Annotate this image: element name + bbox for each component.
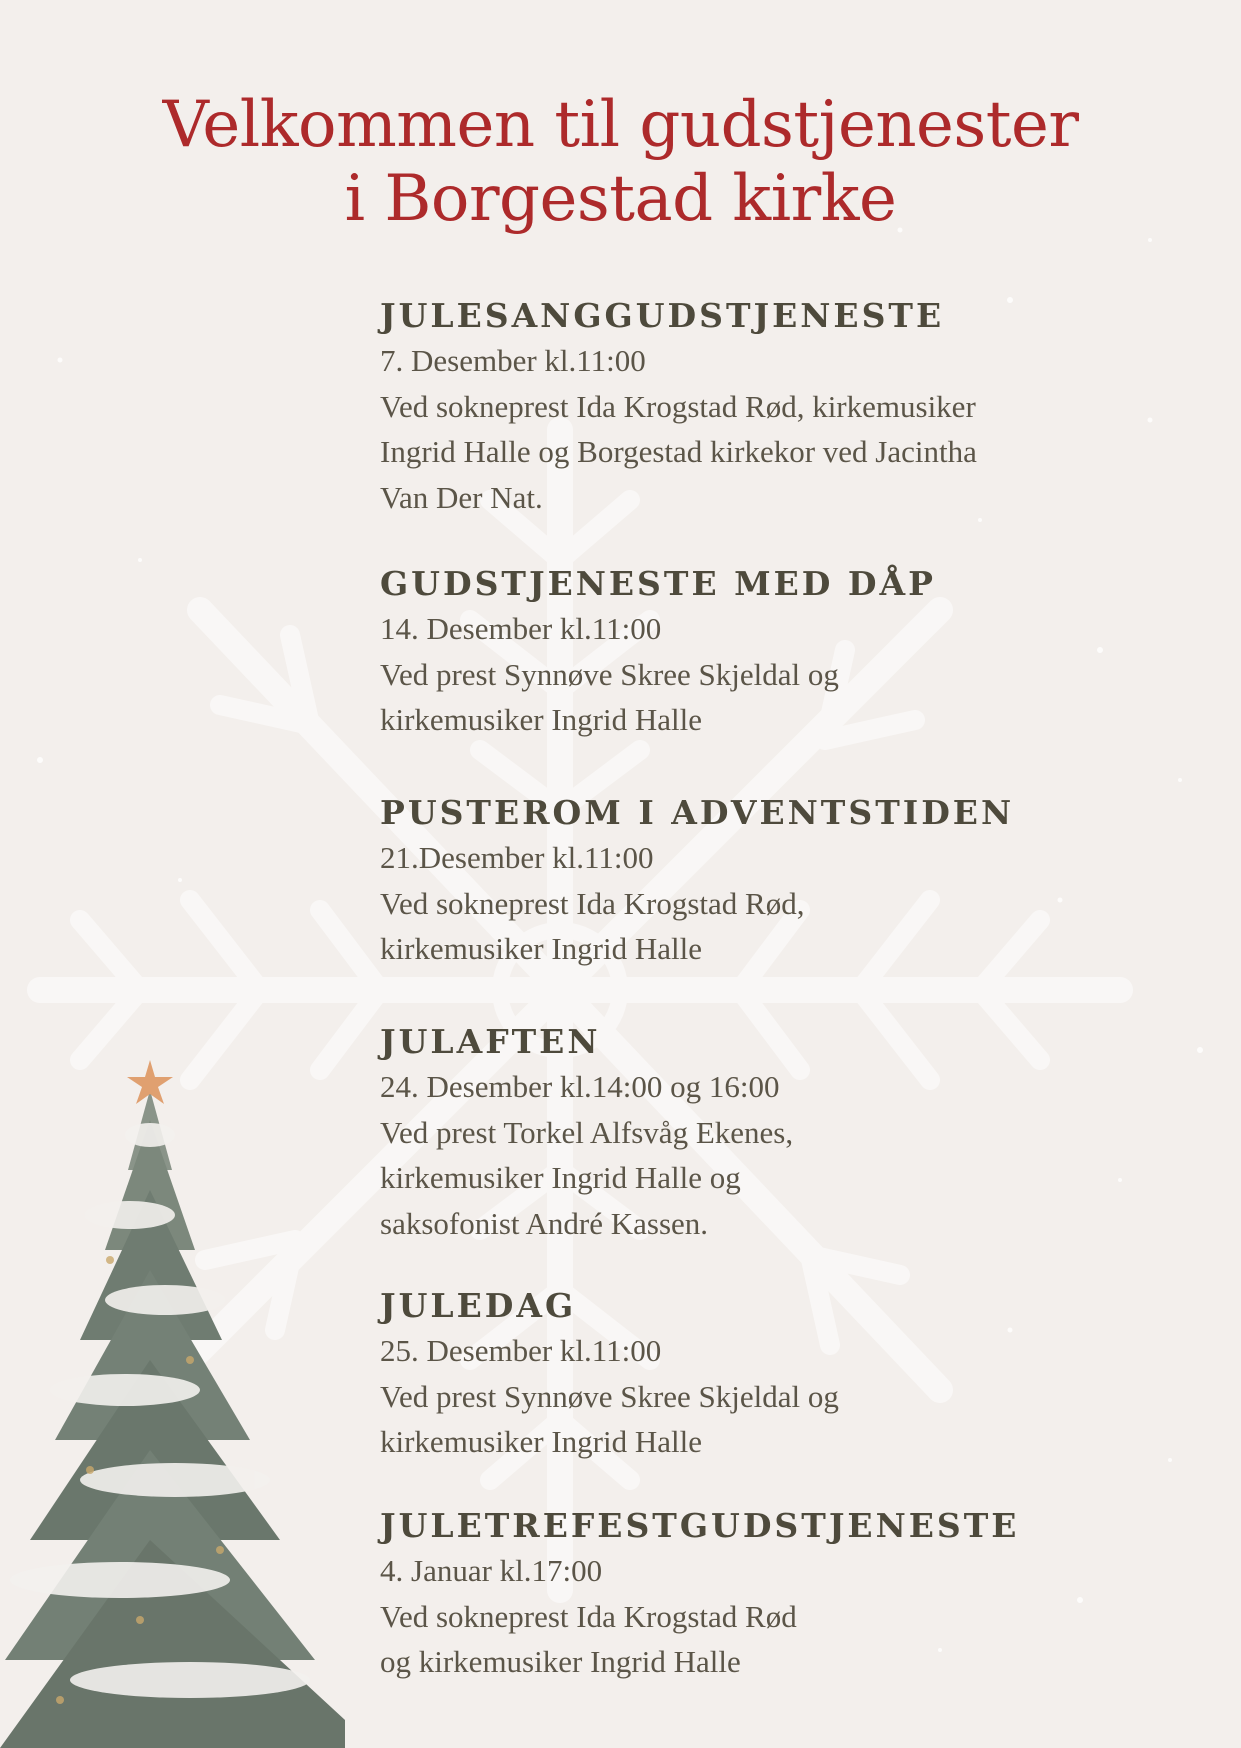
event-description-line: kirkemusiker Ingrid Halle og xyxy=(380,1160,741,1195)
event-date: 14. Desember kl.11:00 xyxy=(380,611,662,646)
event-description-line: Ved sokneprest Ida Krogstad Rød, xyxy=(380,885,805,921)
event-description-line: Ingrid Halle og Borgestad kirkekor ved Jacintha xyxy=(380,434,977,469)
event-juledag xyxy=(380,1284,1220,1465)
event-title: GUDSTJENESTE MED DÅP xyxy=(380,564,936,603)
event-description-line: kirkemusiker Ingrid Halle xyxy=(380,931,702,966)
page-title-line-1: Velkommen til gudstjenester xyxy=(162,88,1079,162)
event-description-line: kirkemusiker Ingrid Halle xyxy=(380,1424,702,1459)
event-title: JULESANGGUDSTJENESTE xyxy=(380,296,945,335)
event-description-line: og kirkemusiker Ingrid Halle xyxy=(380,1644,741,1679)
event-description-line: Ved prest Synnøve Skree Skjeldal og xyxy=(380,1378,839,1414)
event-julaften xyxy=(380,1020,1220,1246)
event-pusterom-i-adventstiden xyxy=(380,791,1220,972)
event-date: 21.Desember kl.11:00 xyxy=(380,840,654,875)
event-title: JULETREFESTGUDSTJENESTE xyxy=(380,1506,1020,1545)
event-description-line: kirkemusiker Ingrid Halle xyxy=(380,702,702,737)
event-description-line: Ved prest Synnøve Skree Skjeldal og xyxy=(380,656,839,692)
event-gudstjeneste-med-dap xyxy=(380,562,1220,743)
event-title: PUSTEROM I ADVENTSTIDEN xyxy=(380,793,1015,832)
event-description-line: Ved sokneprest Ida Krogstad Rød, kirkemusiker xyxy=(380,388,976,424)
event-julesanggudstjeneste xyxy=(380,294,1220,520)
event-juletrefestgudstjeneste xyxy=(380,1504,1220,1685)
page-title xyxy=(0,88,1241,236)
event-date: 25. Desember kl.11:00 xyxy=(380,1333,662,1368)
event-description-line: Van Der Nat. xyxy=(380,479,543,515)
event-description-line: saksofonist André Kassen. xyxy=(380,1205,709,1241)
event-date: 4. Januar kl.17:00 xyxy=(380,1553,603,1588)
page-title-line-2: i Borgestad kirke xyxy=(344,162,897,236)
event-title: JULEDAG xyxy=(380,1286,577,1325)
christmas-tree-illustration xyxy=(0,1060,345,1748)
event-date: 24. Desember kl.14:00 og 16:00 xyxy=(380,1069,780,1104)
event-description-line: Ved prest Torkel Alfsvåg Ekenes, xyxy=(380,1114,794,1150)
event-title: JULAFTEN xyxy=(380,1022,601,1061)
event-date: 7. Desember kl.11:00 xyxy=(380,343,646,378)
event-description-line: Ved sokneprest Ida Krogstad Rød xyxy=(380,1598,797,1634)
